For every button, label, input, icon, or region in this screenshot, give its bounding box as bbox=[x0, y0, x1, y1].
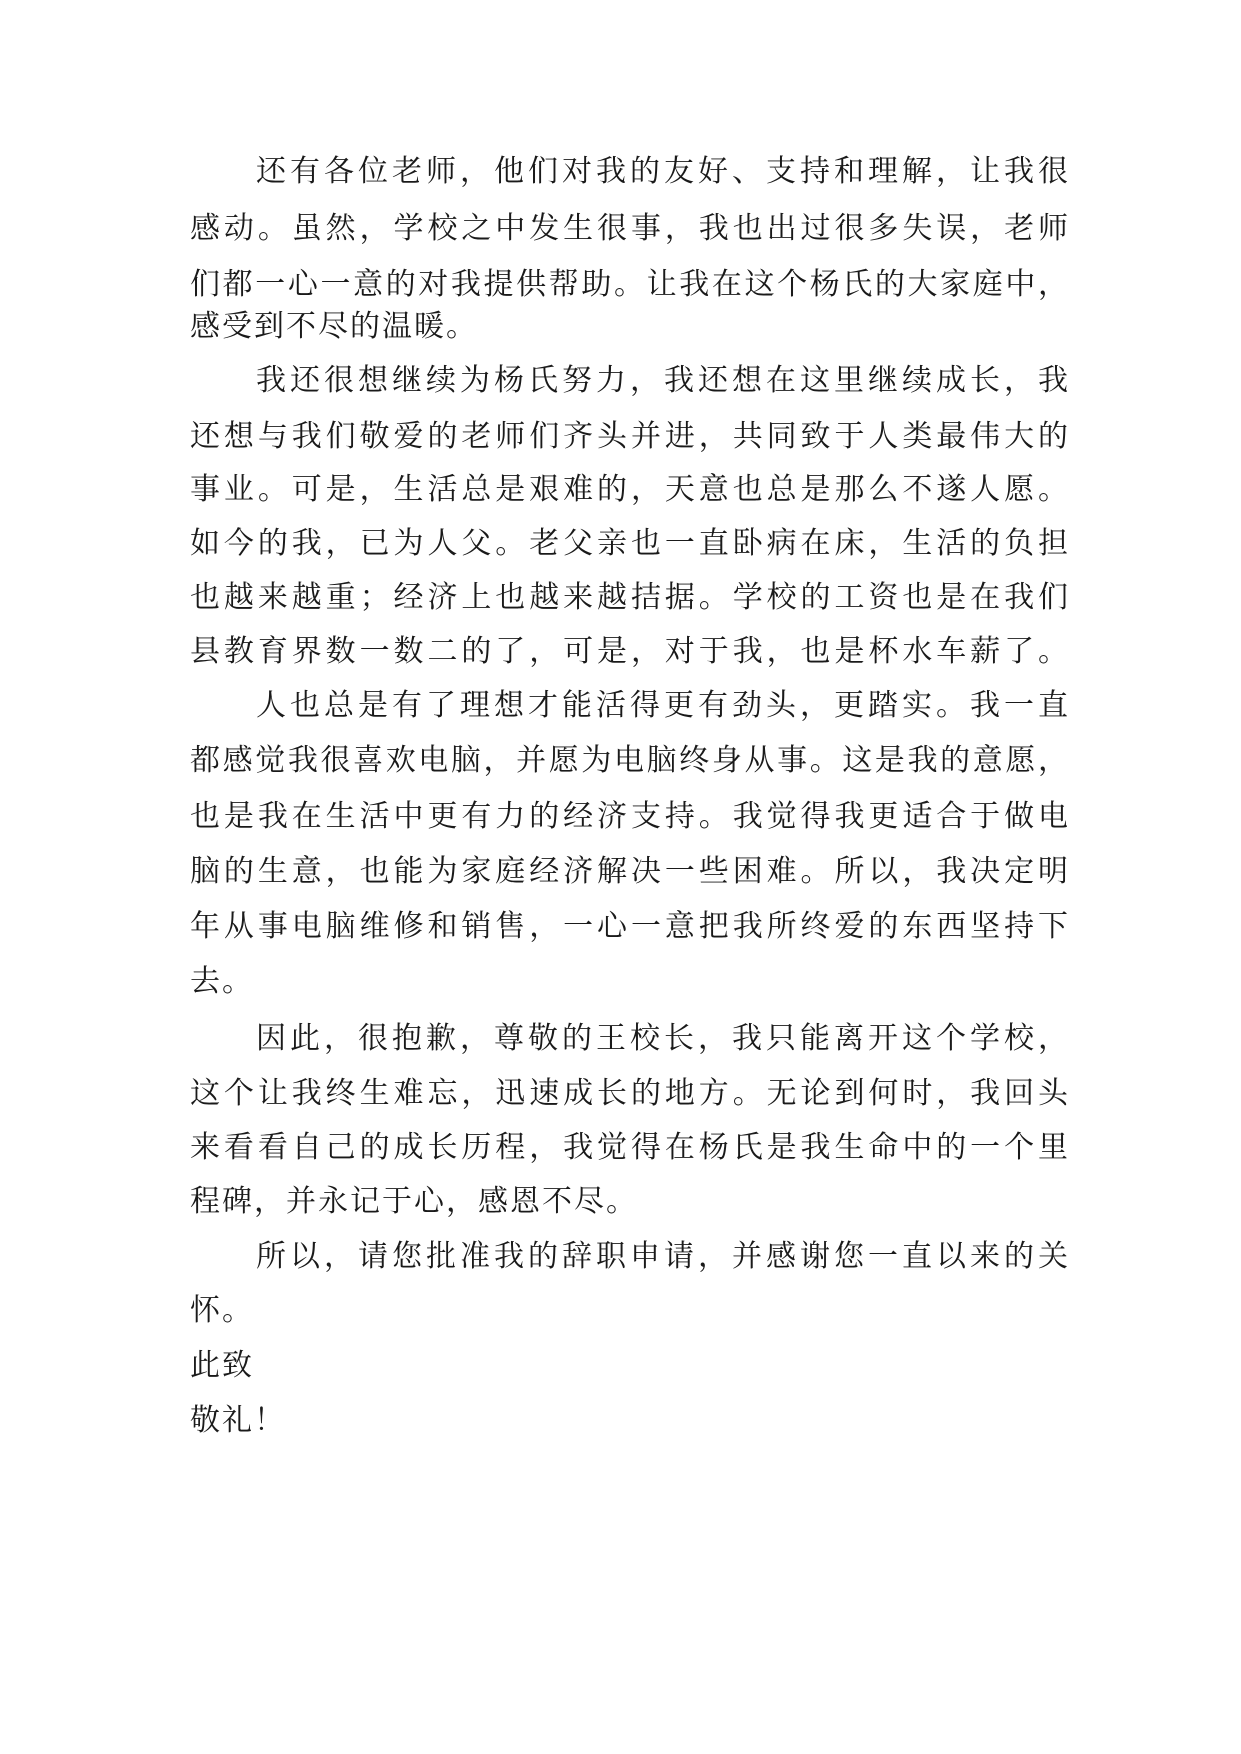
line-text: 事业。可是，生活总是艰难的，天意也总是那么不遂人愿。 bbox=[190, 472, 1070, 507]
line-text: 怀。 bbox=[190, 1293, 254, 1328]
closing-regards: 敬礼！ bbox=[190, 1403, 286, 1438]
line-text: 人也总是有了理想才能活得更有劲头，更踏实。我一直 bbox=[256, 688, 1070, 723]
line-text: 所以，请您批准我的辞职申请，并感谢您一直以来的关 bbox=[256, 1239, 1070, 1274]
line-text: 我还很想继续为杨氏努力，我还想在这里继续成长，我 bbox=[256, 363, 1070, 398]
line-text: 还想与我们敬爱的老师们齐头并进，共同致于人类最伟大的 bbox=[190, 419, 1070, 454]
line-text: 也是我在生活中更有力的经济支持。我觉得我更适合于做电 bbox=[190, 799, 1070, 834]
line-text: 们都一心一意的对我提供帮助。让我在这个杨氏的大家庭中， bbox=[190, 267, 1070, 302]
line-text: 脑的生意，也能为家庭经济解决一些困难。所以，我决定明 bbox=[190, 854, 1070, 889]
line-text: 县教育界数一数二的了，可是，对于我，也是杯水车薪了。 bbox=[190, 634, 1070, 669]
line-text: 因此，很抱歉，尊敬的王校长，我只能离开这个学校， bbox=[256, 1021, 1070, 1056]
line-text: 如今的我，已为人父。老父亲也一直卧病在床，生活的负担 bbox=[190, 526, 1070, 561]
line-text: 去。 bbox=[190, 964, 254, 999]
line-text: 感受到不尽的温暖。 bbox=[190, 309, 478, 344]
line-text: 还有各位老师，他们对我的友好、支持和理解，让我很 bbox=[256, 154, 1070, 189]
line-text: 都感觉我很喜欢电脑，并愿为电脑终身从事。这是我的意愿， bbox=[190, 743, 1070, 778]
line-text: 也越来越重；经济上也越来越拮据。学校的工资也是在我们 bbox=[190, 580, 1070, 615]
closing-salutation: 此致 bbox=[190, 1348, 254, 1383]
line-text: 年从事电脑维修和销售，一心一意把我所终爱的东西坚持下 bbox=[190, 909, 1070, 944]
line-text: 来看看自己的成长历程，我觉得在杨氏是我生命中的一个里 bbox=[190, 1130, 1070, 1165]
line-text: 这个让我终生难忘，迅速成长的地方。无论到何时，我回头 bbox=[190, 1076, 1070, 1111]
line-text: 感动。虽然，学校之中发生很事，我也出过很多失误，老师 bbox=[190, 211, 1070, 246]
line-text: 程碑，并永记于心，感恩不尽。 bbox=[190, 1184, 638, 1219]
